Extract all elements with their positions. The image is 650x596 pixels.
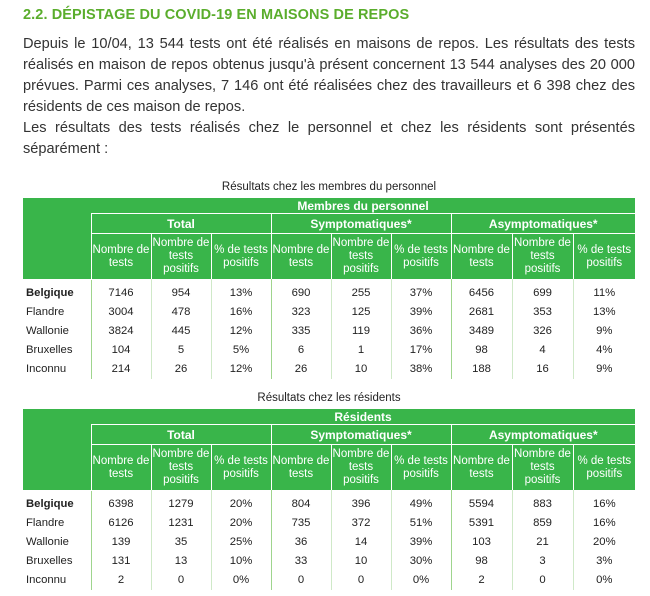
staff-results-table <box>23 198 635 379</box>
column-header: Nombre de tests <box>451 445 512 491</box>
table-cell: 103 <box>451 533 512 552</box>
table-cell: 0% <box>211 571 271 590</box>
table-cell: 445 <box>151 322 211 341</box>
table-cell: 36 <box>271 533 331 552</box>
row-label: Bruxelles <box>26 344 73 356</box>
table-cell: 5391 <box>451 514 512 533</box>
intro-text <box>23 34 635 160</box>
group-header: Total <box>91 425 271 445</box>
table-cell: 0 <box>331 571 391 590</box>
table-cell: 33 <box>271 552 331 571</box>
table-cell: 13 <box>151 552 211 571</box>
table-cell: 255 <box>331 279 391 303</box>
table-cell: 14 <box>331 533 391 552</box>
column-header: Nombre de tests positifs <box>512 445 573 491</box>
table-cell: 125 <box>331 303 391 322</box>
table-cell: 36% <box>391 322 451 341</box>
table-cell: 49% <box>391 490 451 514</box>
table-cell: 13% <box>573 303 635 322</box>
table-cell: 188 <box>451 360 512 379</box>
table-cell: 0 <box>271 571 331 590</box>
table-band-header: Membres du personnel <box>91 198 635 214</box>
table-cell: 478 <box>151 303 211 322</box>
table-cell: 859 <box>512 514 573 533</box>
table-cell: 6398 <box>91 490 151 514</box>
table-row <box>23 514 635 533</box>
column-header: Nombre de tests positifs <box>151 234 211 280</box>
table-cell: 4% <box>573 341 635 360</box>
table-cell: 131 <box>91 552 151 571</box>
table-cell: 16% <box>573 490 635 514</box>
column-header: Nombre de tests positifs <box>331 234 391 280</box>
row-label: Belgique <box>26 498 74 510</box>
column-header: % de tests positifs <box>211 234 271 280</box>
table-cell: 804 <box>271 490 331 514</box>
column-header: % de tests positifs <box>391 445 451 491</box>
table-cell: 12% <box>211 360 271 379</box>
group-header: Asymptomatiques* <box>451 214 635 234</box>
column-header: Nombre de tests <box>271 234 331 280</box>
table-row <box>23 552 635 571</box>
table-cell: 3489 <box>451 322 512 341</box>
table-cell: 10% <box>211 552 271 571</box>
column-header: Nombre de tests <box>91 234 151 280</box>
column-header: Nombre de tests positifs <box>512 234 573 280</box>
table-cell: 323 <box>271 303 331 322</box>
table-cell: 0 <box>512 571 573 590</box>
table-cell: 2 <box>91 571 151 590</box>
table-cell: 3 <box>512 552 573 571</box>
table-cell: 20% <box>211 514 271 533</box>
row-label: Belgique <box>26 287 74 299</box>
table-cell: 37% <box>391 279 451 303</box>
table-cell: 0 <box>151 571 211 590</box>
table-band-header: Résidents <box>91 409 635 425</box>
table-cell: 1231 <box>151 514 211 533</box>
table-cell: 326 <box>512 322 573 341</box>
table-cell: 12% <box>211 322 271 341</box>
table-cell: 954 <box>151 279 211 303</box>
intro-paragraph-2: Les résultats des tests réalisés chez le personnel et chez les résidents sont présentés séparément : <box>23 120 635 157</box>
table-cell: 6 <box>271 341 331 360</box>
group-header: Symptomatiques* <box>271 214 451 234</box>
table-cell: 735 <box>271 514 331 533</box>
table-cell: 11% <box>573 279 635 303</box>
table-row <box>23 322 635 341</box>
group-header: Total <box>91 214 271 234</box>
table-cell: 16% <box>573 514 635 533</box>
column-header: % de tests positifs <box>573 445 635 491</box>
table-cell: 139 <box>91 533 151 552</box>
table-corner <box>23 198 91 279</box>
column-header: Nombre de tests <box>271 445 331 491</box>
table-row <box>23 360 635 379</box>
row-label: Inconnu <box>26 363 67 375</box>
residents-results-table <box>23 409 635 590</box>
table-cell: 38% <box>391 360 451 379</box>
table-cell: 372 <box>331 514 391 533</box>
table-cell: 353 <box>512 303 573 322</box>
residents-table-caption: Résultats chez les résidents <box>257 392 401 404</box>
table-row <box>23 279 635 303</box>
table-cell: 104 <box>91 341 151 360</box>
section-heading: 2.2. DÉPISTAGE DU COVID-19 EN MAISONS DE REPOS <box>23 7 410 23</box>
table-cell: 396 <box>331 490 391 514</box>
table-cell: 21 <box>512 533 573 552</box>
table-cell: 6126 <box>91 514 151 533</box>
table-cell: 98 <box>451 341 512 360</box>
intro-paragraph-1: Depuis le 10/04, 13 544 tests ont été réalisés en maisons de repos. Les résultats des tests réalisés en maison de repos obtenus jusqu'à présent concernent 13 544 analyses des 20 000 prévues. Parmi ces analyses, 7 146 ont été réalisées chez des travailleurs et 6 398 chez des résidents de ces maison de repos. <box>23 36 635 115</box>
column-header: Nombre de tests positifs <box>331 445 391 491</box>
table-cell: 5594 <box>451 490 512 514</box>
table-row <box>23 571 635 590</box>
table-cell: 690 <box>271 279 331 303</box>
table-cell: 699 <box>512 279 573 303</box>
group-header: Asymptomatiques* <box>451 425 635 445</box>
table-corner <box>23 409 91 490</box>
column-header: Nombre de tests <box>91 445 151 491</box>
table-cell: 30% <box>391 552 451 571</box>
table-cell: 214 <box>91 360 151 379</box>
row-label: Wallonie <box>26 536 69 548</box>
row-label: Bruxelles <box>26 555 73 567</box>
table-cell: 9% <box>573 360 635 379</box>
table-cell: 16 <box>512 360 573 379</box>
column-header: % de tests positifs <box>573 234 635 280</box>
table-row <box>23 490 635 514</box>
table-cell: 39% <box>391 533 451 552</box>
table-cell: 335 <box>271 322 331 341</box>
column-header: % de tests positifs <box>391 234 451 280</box>
column-header: Nombre de tests positifs <box>151 445 211 491</box>
row-label: Inconnu <box>26 574 67 586</box>
row-label: Flandre <box>26 306 65 318</box>
table-cell: 25% <box>211 533 271 552</box>
table-cell: 3824 <box>91 322 151 341</box>
column-header: % de tests positifs <box>211 445 271 491</box>
table-cell: 17% <box>391 341 451 360</box>
table-row <box>23 341 635 360</box>
table-cell: 26 <box>151 360 211 379</box>
table-cell: 35 <box>151 533 211 552</box>
table-cell: 39% <box>391 303 451 322</box>
table-cell: 5% <box>211 341 271 360</box>
table-cell: 13% <box>211 279 271 303</box>
table-cell: 119 <box>331 322 391 341</box>
staff-table-caption: Résultats chez les membres du personnel <box>221 181 437 193</box>
table-cell: 2 <box>451 571 512 590</box>
table-cell: 16% <box>211 303 271 322</box>
table-cell: 1 <box>331 341 391 360</box>
table-cell: 26 <box>271 360 331 379</box>
table-cell: 20% <box>573 533 635 552</box>
table-cell: 4 <box>512 341 573 360</box>
table-cell: 3004 <box>91 303 151 322</box>
row-label: Flandre <box>26 517 65 529</box>
table-cell: 6456 <box>451 279 512 303</box>
table-cell: 0% <box>573 571 635 590</box>
table-cell: 3% <box>573 552 635 571</box>
table-cell: 7146 <box>91 279 151 303</box>
table-cell: 10 <box>331 360 391 379</box>
table-cell: 1279 <box>151 490 211 514</box>
table-cell: 9% <box>573 322 635 341</box>
table-cell: 883 <box>512 490 573 514</box>
table-cell: 2681 <box>451 303 512 322</box>
column-header: Nombre de tests <box>451 234 512 280</box>
table-cell: 20% <box>211 490 271 514</box>
table-row <box>23 533 635 552</box>
row-label: Wallonie <box>26 325 69 337</box>
table-row <box>23 303 635 322</box>
table-cell: 0% <box>391 571 451 590</box>
table-cell: 51% <box>391 514 451 533</box>
group-header: Symptomatiques* <box>271 425 451 445</box>
table-cell: 10 <box>331 552 391 571</box>
table-cell: 5 <box>151 341 211 360</box>
table-cell: 98 <box>451 552 512 571</box>
